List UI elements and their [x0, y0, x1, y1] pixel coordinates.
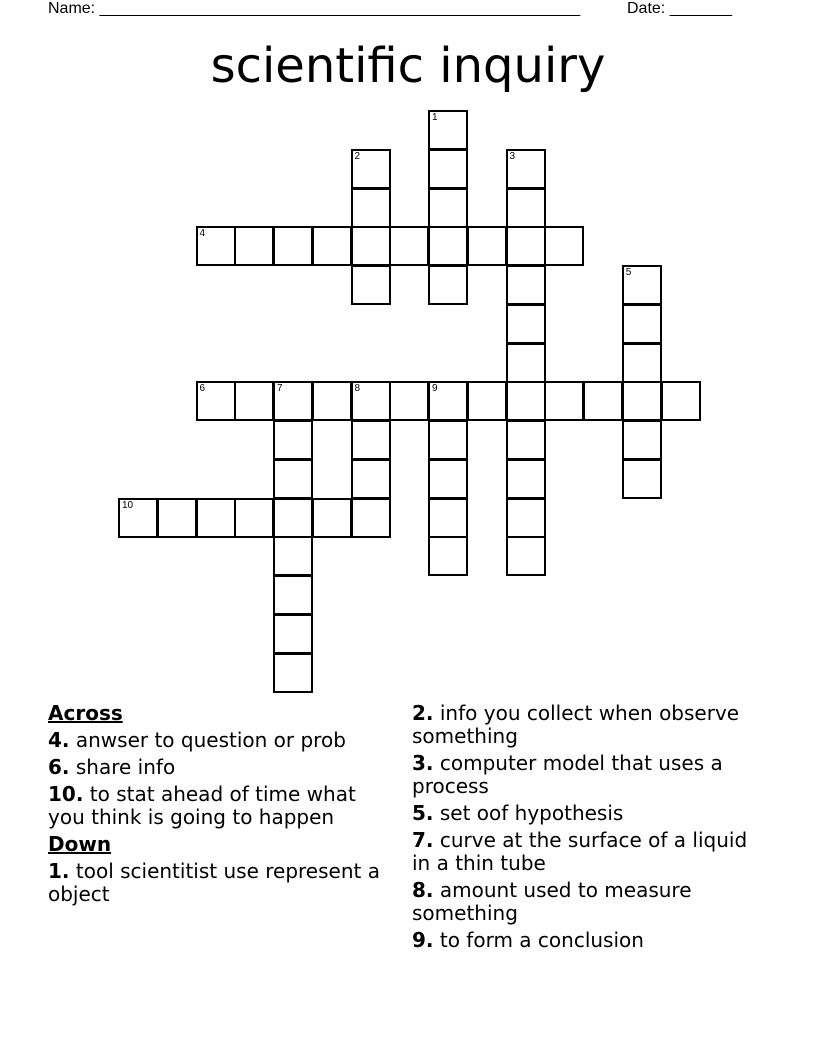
- clue-down-5: [412, 802, 752, 825]
- cell-number: 9: [432, 383, 438, 395]
- grid-cell: [428, 459, 468, 499]
- grid-cell: [622, 265, 662, 305]
- grid-cell: [661, 381, 701, 421]
- clue-number: 7.: [412, 828, 434, 852]
- grid-cell: [622, 459, 662, 499]
- grid-cell: [273, 536, 313, 576]
- clue-across-4: [48, 729, 388, 752]
- cell-number: 7: [277, 383, 283, 395]
- clue-down-8: [412, 879, 752, 925]
- grid-cell: [506, 459, 546, 499]
- clues-column-right: [412, 702, 752, 956]
- grid-cell: [428, 536, 468, 576]
- grid-cell: [351, 498, 391, 538]
- grid-cell: [234, 226, 274, 266]
- clues-column-left: [48, 702, 388, 910]
- grid-cell: [273, 498, 313, 538]
- clue-down-3: [412, 752, 752, 798]
- clue-across-10: [48, 783, 388, 829]
- grid-cell: [622, 343, 662, 383]
- clue-text: to form a conclusion: [439, 928, 644, 952]
- grid-cell: [506, 381, 546, 421]
- grid-cell: [196, 226, 236, 266]
- clue-text: share info: [75, 755, 176, 779]
- cell-number: 3: [509, 150, 516, 162]
- grid-cell: [273, 653, 313, 693]
- grid-cell: [351, 188, 391, 228]
- clue-number: 6.: [48, 755, 70, 779]
- clue-number: 3.: [412, 751, 434, 775]
- grid-cell: [351, 265, 391, 305]
- clue-number: 2.: [412, 701, 434, 725]
- grid-cell: [506, 188, 546, 228]
- down-heading: Down: [48, 832, 112, 856]
- cell-number: 1: [432, 112, 438, 123]
- grid-cell: [312, 226, 352, 266]
- grid-cell: [273, 226, 313, 266]
- grid-cell: [544, 381, 584, 421]
- clue-text: tool scientitist use represent a object: [48, 859, 380, 906]
- grid-cell: [428, 265, 468, 305]
- clue-number: 5.: [412, 801, 434, 825]
- across-heading: Across: [48, 701, 123, 725]
- grid-cell: [506, 304, 546, 344]
- grid-cell: [234, 381, 274, 421]
- grid-cell: [428, 110, 468, 150]
- name-field-label: Name: ______________________________________________________: [48, 0, 581, 17]
- clue-text: curve at the surface of a liquid in a thin tube: [412, 828, 748, 875]
- grid-cell: [351, 149, 391, 189]
- grid-cell: [351, 226, 391, 266]
- grid-cell: [622, 420, 662, 460]
- clue-number: 8.: [412, 878, 434, 902]
- clue-down-1: [48, 860, 388, 906]
- grid-cell: [351, 459, 391, 499]
- clue-text: to stat ahead of time what you think is going to happen: [48, 782, 356, 829]
- grid-cell: [506, 420, 546, 460]
- grid-cell: [428, 381, 468, 421]
- grid-cell: [544, 226, 584, 266]
- grid-cell: [196, 381, 236, 421]
- cell-number: 10: [122, 499, 134, 511]
- cell-number: 5: [625, 267, 632, 278]
- grid-cell: [428, 188, 468, 228]
- page-title: scientific inquiry: [210, 38, 606, 94]
- grid-cell: [506, 226, 546, 266]
- grid-cell: [312, 381, 352, 421]
- clue-down-7: [412, 829, 752, 875]
- cell-number: 8: [354, 383, 361, 395]
- clue-number: 10.: [48, 782, 84, 806]
- grid-cell: [506, 536, 546, 576]
- grid-cell: [428, 226, 468, 266]
- clue-text: set oof hypothesis: [439, 801, 624, 825]
- grid-cell: [273, 381, 313, 421]
- grid-cell: [389, 381, 429, 421]
- date-field-label: Date: _______: [627, 0, 732, 17]
- grid-cell: [428, 149, 468, 189]
- grid-cell: [506, 498, 546, 538]
- grid-cell: [351, 381, 391, 421]
- grid-cell: [467, 381, 507, 421]
- grid-cell: [622, 381, 662, 421]
- grid-cell: [389, 226, 429, 266]
- grid-cell: [506, 265, 546, 305]
- cell-number: 2: [354, 150, 361, 162]
- grid-cell: [622, 304, 662, 344]
- grid-cell: [273, 420, 313, 460]
- clue-across-6: [48, 756, 388, 779]
- cell-number: 6: [199, 383, 206, 395]
- grid-cell: [428, 420, 468, 460]
- clue-number: 9.: [412, 928, 434, 952]
- clue-text: anwser to question or prob: [75, 728, 346, 752]
- grid-cell: [234, 498, 274, 538]
- clue-down-2: [412, 702, 752, 748]
- grid-cell: [118, 498, 158, 538]
- clue-number: 4.: [48, 728, 70, 752]
- grid-cell: [583, 381, 623, 421]
- clue-text: info you collect when observe something: [412, 701, 740, 748]
- grid-cell: [428, 498, 468, 538]
- clue-number: 1.: [48, 859, 70, 883]
- grid-cell: [506, 149, 546, 189]
- clue-down-9: [412, 929, 752, 952]
- cell-number: 4: [199, 228, 206, 240]
- grid-cell: [506, 343, 546, 383]
- grid-cell: [157, 498, 197, 538]
- clue-text: amount used to measure something: [412, 878, 692, 925]
- grid-cell: [273, 575, 313, 615]
- grid-cell: [312, 498, 352, 538]
- grid-cell: [196, 498, 236, 538]
- clue-text: computer model that uses a process: [412, 751, 723, 798]
- grid-cell: [467, 226, 507, 266]
- grid-cell: [351, 420, 391, 460]
- grid-cell: [273, 614, 313, 654]
- grid-cell: [273, 459, 313, 499]
